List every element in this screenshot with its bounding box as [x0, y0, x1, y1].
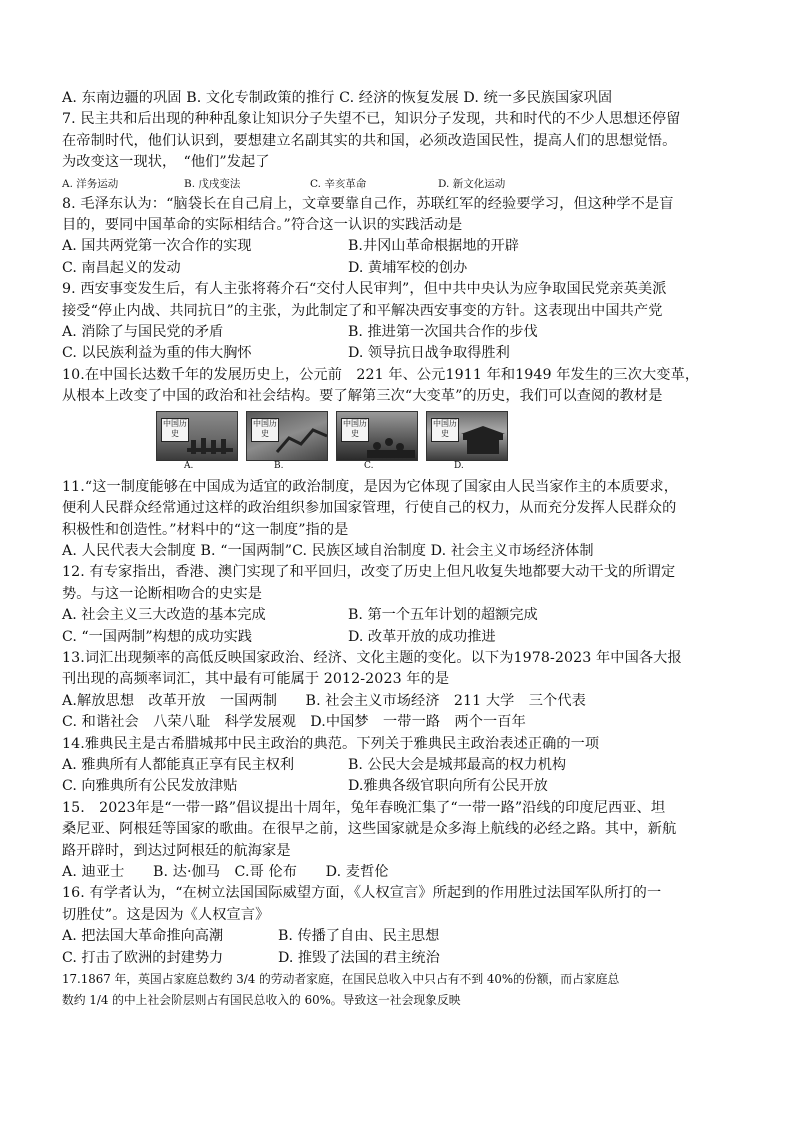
- q14-line: 14.雅典民主是古希腊城邦中民主政治的典范。下列关于雅典民主政治表述正确的一项: [62, 735, 600, 752]
- q7-options: [62, 174, 742, 194]
- q12-option-a: A. 社会主义三大改造的基本完成: [62, 607, 266, 624]
- q16-line: 切胜仗”。这是因为《人权宣言》: [62, 906, 270, 923]
- q14-option-c: C. 向雅典所有公民发放津贴: [62, 778, 238, 795]
- q12-option-d: D. 改革开放的成功推进: [348, 628, 496, 645]
- question-16: [62, 883, 742, 969]
- question-9: [62, 279, 742, 365]
- question-11: [62, 477, 742, 563]
- question-17: [62, 969, 742, 1010]
- q9-option-c: C. 以民族利益为重的伟大胸怀: [62, 345, 252, 362]
- q16-option-d: D. 推毁了法国的君主统治: [278, 949, 440, 966]
- textbook-cover-image: [156, 411, 238, 461]
- q13-line: 刊出现的高频率词汇，其中最有可能属于 2012-2023 年的是: [62, 671, 450, 688]
- q9-option-b: B. 推进第一次国共合作的步伐: [348, 324, 538, 341]
- textbook-option-b: [246, 411, 330, 477]
- textbook-cover-image: [426, 411, 508, 461]
- textbook-option-d: [426, 411, 510, 477]
- q7-option-a: A. 洋务运动: [62, 177, 119, 190]
- q13-options: C. 和谐社会 八荣八耻 科学发展观 D.中国梦 一带一路 两个一百年: [62, 714, 526, 731]
- q14-options-row: [62, 776, 742, 797]
- q11-options: A. 人民代表大会制度 B. “一国两制”C. 民族区域自治制度 D. 社会主义市场经济体制: [62, 542, 594, 559]
- q8-option-a: A. 国共两党第一次合作的实现: [62, 238, 252, 255]
- q13-line: 13.词汇出现频率的高低反映国家政治、经济、文化主题的变化。以下为1978-2023 年中国各大报: [62, 649, 682, 666]
- question-15: [62, 798, 742, 884]
- textbook-cover-image: [336, 411, 418, 461]
- q12-line: 势。与这一论断相吻合的史实是: [62, 585, 263, 602]
- textbook-cover-image: [246, 411, 328, 461]
- q8-options-row: [62, 258, 742, 279]
- q8-option-c: C. 南昌起义的发动: [62, 259, 181, 276]
- q7-option-d: D. 新文化运动: [438, 177, 506, 190]
- tiananmen-image: [427, 412, 507, 460]
- q12-line: 12. 有专家指出，香港、澳门实现了和平回归，改变了历史上但凡收复失地都要大动干戈的所谓定: [62, 564, 676, 581]
- q16-option-b: B. 传播了自由、民主思想: [278, 928, 440, 945]
- q11-line: 积极性和创造性。”材料中的“这一制度”指的是: [62, 521, 349, 538]
- question-10: [62, 365, 742, 477]
- q8-line: 目的，要同中国革命的实际相结合。”符合这一认识的实践活动是: [62, 217, 463, 234]
- question-13: [62, 648, 742, 734]
- textbook-label-b: B.: [274, 460, 284, 471]
- q17-line: 数约 1/4 的中上社会阶层则占有国民总收入的 60%。导致这一社会现象反映: [62, 992, 461, 1007]
- q15-line: 桑尼亚、阿根廷等国家的歌曲。在很早之前，这些国家就是众多海上航线的必经之路。其中，新航: [62, 821, 677, 838]
- q16-options-row: [62, 926, 742, 947]
- q8-option-b: B.井冈山革命根据地的开辟: [348, 238, 519, 255]
- q8-options-row: [62, 236, 742, 257]
- textbook-cover-title: 中国历史: [161, 418, 189, 442]
- textbook-option-c: [336, 411, 420, 477]
- q16-line: 16. 有学者认为，“在树立法国国际威望方面，《人权宣言》所起到的作用胜过法国军队所打的一: [62, 885, 662, 902]
- q14-option-b: B. 公民大会是城邦最高的权力机构: [348, 756, 567, 773]
- q16-option-c: C. 打击了欧洲的封建势力: [62, 949, 224, 966]
- textbook-option-a: [156, 411, 240, 477]
- terracotta-army-image: [157, 412, 237, 460]
- q12-option-c: C. “一国两制”构想的成功实践: [62, 628, 252, 645]
- textbook-label-d: D.: [454, 460, 464, 471]
- q16-option-a: A. 把法国大革命推向高潮: [62, 928, 224, 945]
- textbook-cover-title: 中国历史: [251, 418, 279, 442]
- q9-options-row: [62, 343, 742, 364]
- q7-line: 为改变这一现状， “他们”发起了: [62, 154, 270, 171]
- question-14: [62, 734, 742, 798]
- q10-line: 10.在中国长达数千年的发展历史上，公元前 221 年、公元1911 年和1949 年发生的三次大变革，: [62, 366, 700, 383]
- q9-line: 接受“停止内战、共同抗日”的主张，为此制定了和平解决西安事变的方针。这表现出中国共产党: [62, 302, 663, 319]
- q9-option-a: A. 消除了与国民党的矛盾: [62, 324, 224, 341]
- q8-line: 8. 毛泽东认为：“脑袋长在自己肩上，文章要靠自己作，苏联红军的经验要学习，但这种学不是盲: [62, 195, 674, 212]
- q11-line: 11.“这一制度能够在中国成为适宜的政治制度，是因为它体现了国家由人民当家作主的本质要求，: [62, 478, 679, 495]
- q8-option-d: D. 黄埔军校的创办: [348, 259, 468, 276]
- q10-line: 从根本上改变了中国的政治和社会结构。要了解第三次“大变革”的历史，我们可以查阅的教材是: [62, 388, 663, 405]
- textbook-cover-title: 中国历史: [431, 418, 459, 442]
- textbook-label-a: A.: [184, 460, 194, 471]
- q7-line: 7. 民主共和后出现的种种乱象让知识分子失望不已，知识分子发现，共和时代的不少人思想还停留: [62, 111, 681, 128]
- q17-line: 17.1867 年，英国占家庭总数约 3/4 的劳动者家庭，在国民总收入中只占有不到 40%的份额，而占家庭总: [62, 972, 620, 987]
- q12-options-row: [62, 627, 742, 648]
- q9-line: 9. 西安事变发生后，有人主张将蒋介石“交付人民审判”，但中共中央认为应争取国民党亲英美派: [62, 281, 667, 298]
- q15-line: 15. 2023年是“一带一路”倡议提出十周年，兔年春晚汇集了“一带一路”沿线的印度尼西亚、坦: [62, 799, 666, 816]
- exam-page: [62, 88, 742, 1010]
- q16-options-row: [62, 948, 742, 969]
- q12-options-row: [62, 605, 742, 626]
- q9-options-row: [62, 322, 742, 343]
- q6-options: A. 东南边疆的巩固 B. 文化专制政策的推行 C. 经济的恢复发展 D. 统一多民族国家巩固: [62, 90, 613, 106]
- question-12: [62, 562, 742, 648]
- great-wall-image: [247, 412, 327, 460]
- q14-option-d: D.雅典各级官职向所有公民开放: [348, 778, 548, 795]
- battle-scene-image: [337, 412, 417, 460]
- q7-line: 在帝制时代，他们认识到，要想建立名副其实的共和国，必须改造国民性，提高人们的思想觉悟。: [62, 132, 677, 149]
- q9-option-d: D. 领导抗日战争取得胜利: [348, 345, 510, 362]
- textbook-images: [156, 411, 742, 477]
- q15-options: A. 迪亚士 B. 达·伽马 C.哥 伦布 D. 麦哲伦: [62, 864, 389, 880]
- q7-option-c: C. 辛亥革命: [310, 177, 367, 190]
- q13-options: A.解放思想 改革开放 一国两制 B. 社会主义市场经济 211 大学 三个代表: [62, 692, 586, 709]
- q11-line: 便利人民群众经常通过这样的政治组织参加国家管理，行使自己的权力，从而充分发挥人民群众的: [62, 500, 677, 517]
- q15-line: 路开辟时，到达过阿根廷的航海家是: [62, 842, 291, 859]
- q14-option-a: A. 雅典所有人都能真正享有民主权利: [62, 756, 295, 773]
- q7-option-b: B. 戊戌变法: [184, 177, 241, 190]
- question-8: [62, 194, 742, 280]
- q14-options-row: [62, 755, 742, 776]
- question-7: [62, 109, 742, 193]
- textbook-label-c: C.: [364, 460, 374, 471]
- textbook-cover-title: 中国历史: [341, 418, 369, 442]
- q12-option-b: B. 第一个五年计划的超额完成: [348, 607, 538, 624]
